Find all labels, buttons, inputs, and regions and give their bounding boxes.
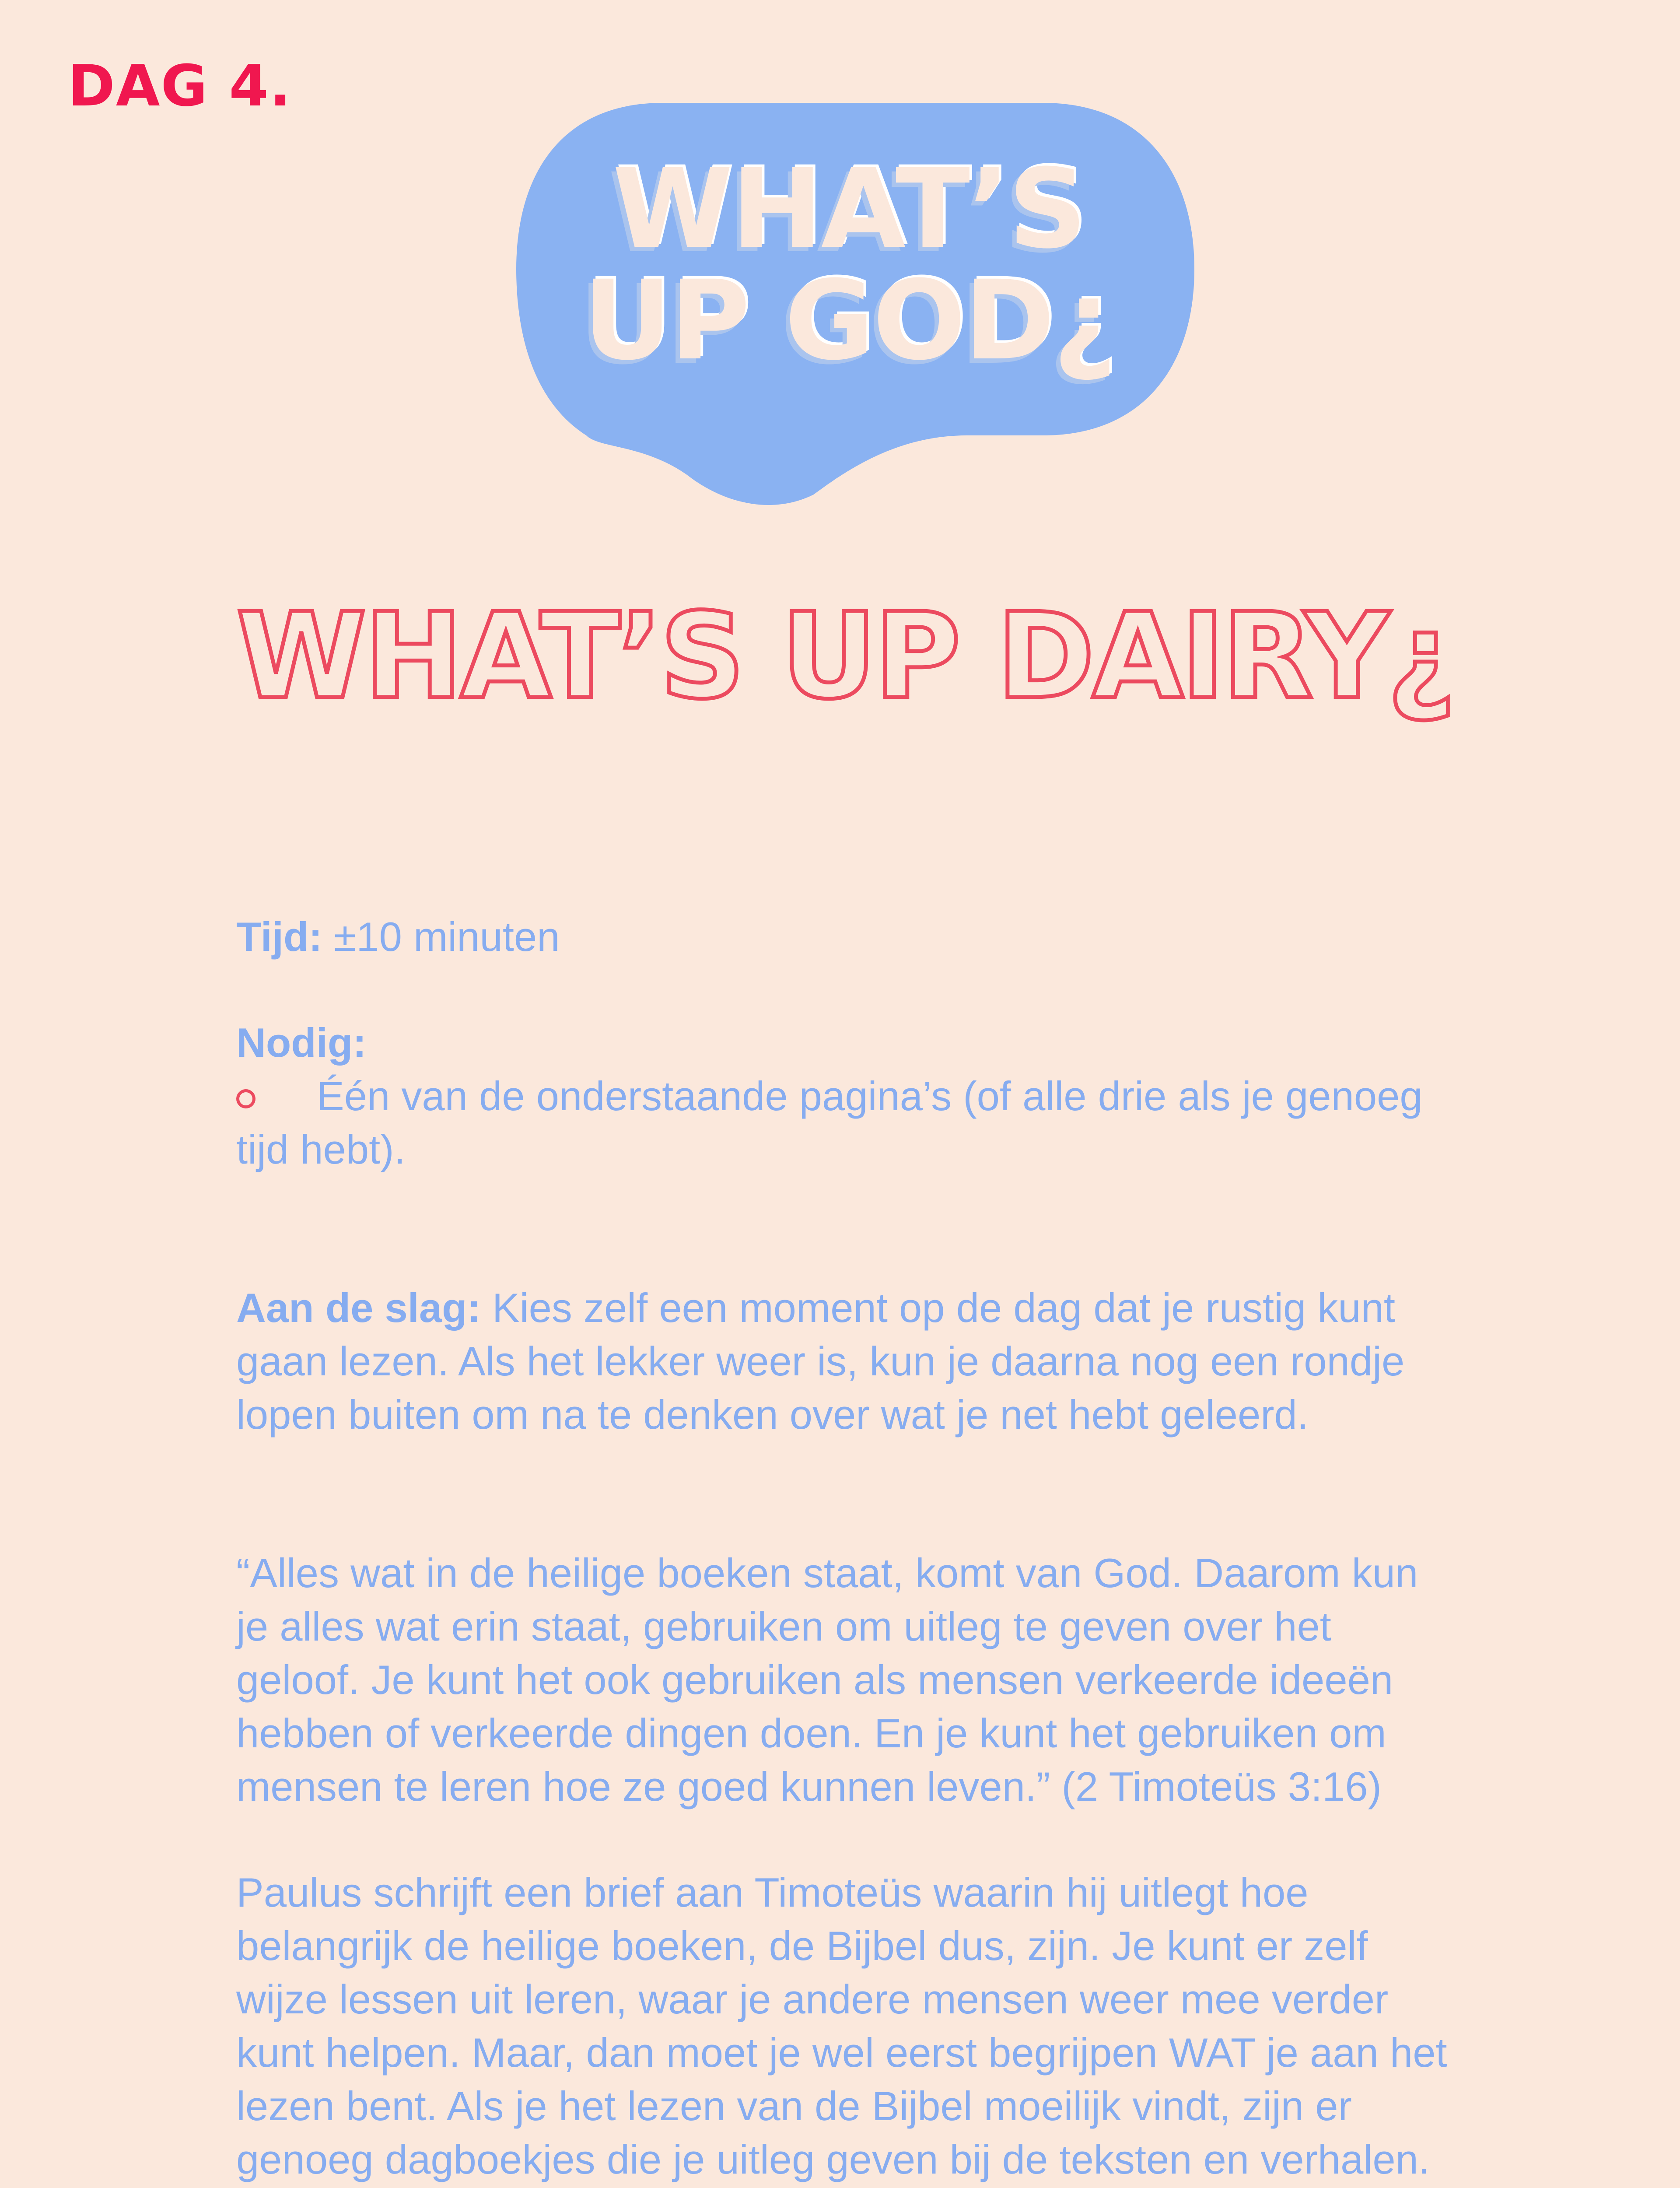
body-paragraph: Paulus schrijft een brief aan Timoteüs waarin hij uitlegt hoe belangrijk de heilige boeken, de Bijbel dus, zijn. Je kunt er zelf wijze lessen uit leren, waar je andere mensen weer mee verder kunt helpen. Maar, dan moet je wel eerst begrijpen WAT je aan het lezen bent. Als je het lezen van de Bijbel moeilijk vindt, zijn er genoeg dagboekjes die je uitleg geven bij de teksten en verhalen. — [236, 1869, 1447, 2182]
time-row — [236, 910, 1461, 964]
day-label: DAG 4. — [68, 53, 292, 119]
needed-item-text: Één van de onderstaande pagina’s (of alle drie als je genoeg tijd hebt). — [236, 1073, 1423, 1172]
content-section — [236, 910, 1461, 2188]
needed-item — [236, 1069, 1461, 1176]
circle-bullet-icon — [236, 1089, 256, 1108]
needed-label: Nodig: — [236, 1020, 367, 1066]
time-label: Tijd: — [236, 914, 322, 960]
logo-title — [512, 145, 1186, 384]
time-value: ±10 minuten — [333, 914, 560, 960]
start-text: Kies zelf een moment op de dag dat je rustig kunt gaan lezen. Als het lekker weer is, kun je daarna nog een rondje lopen buiten om na te denken over wat je net hebt geleerd. — [236, 1285, 1405, 1438]
bible-quote: “Alles wat in de heilige boeken staat, komt van God. Daarom kun je alles wat erin staat, gebruiken om uitleg te geven over het geloof. Je kunt het ook gebruiken als mensen verkeerde ideeën hebben of verkeerde dingen doen. En je kunt het gebruiken om mensen te leren hoe ze goed kunnen leven.” (2 Timoteüs 3:16) — [236, 1550, 1418, 1809]
logo-line-2: UP GOD¿ — [583, 257, 1115, 384]
logo-line-1: WHAT’S — [612, 145, 1085, 273]
page-title: WHAT’S UP DAIRY¿ — [236, 587, 1453, 725]
start-label: Aan de slag: — [236, 1285, 481, 1331]
start-paragraph — [236, 1281, 1461, 1441]
